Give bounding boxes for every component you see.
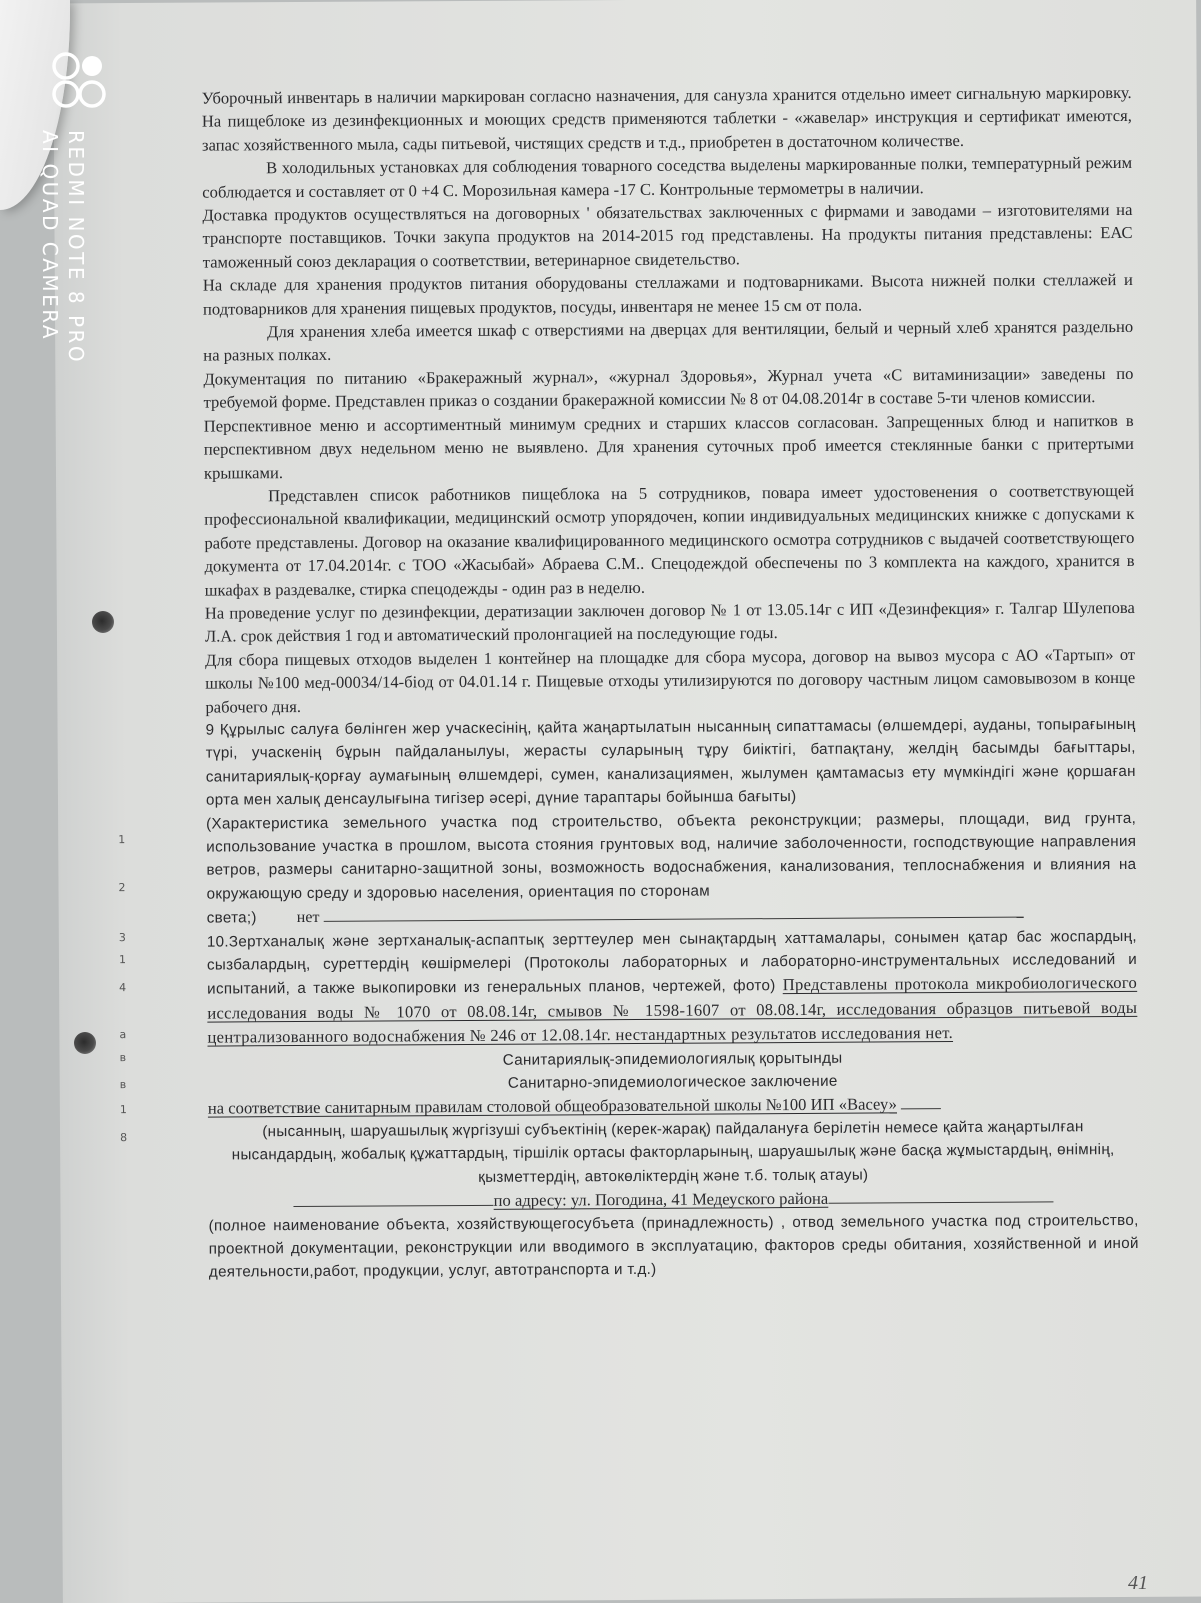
paragraph-delivery: Доставка продуктов осуществляться на договорных ' обязательствах заключенных с фирмами и заводами – изготовителями на транспорте поставщиков. Точки закупа продуктов на 2014-2015 год представлены. На продукты питания представлены: ЕАС таможенный союз декларация о соответствии, ветеринарное свидетельство. — [202, 199, 1133, 272]
conclusion-address: по адресу: ул. Погодина, 41 Медеуского района — [493, 1188, 829, 1210]
page-number: 41 — [1128, 1572, 1148, 1594]
document-body — [202, 81, 1139, 1284]
conclusion-ru-note: (полное наименование объекта, хозяйствующегосубъета (принадлежность) , отвод земельного участка под строительство, проектной документации, реконструкции или вводимого в эксплуатацию, факторов среды обитания, хозяйственной и иной деятельности,работ, продукции, услуг, автотранспорта и т.д.) — [208, 1211, 1139, 1281]
binder-hole — [74, 1032, 96, 1054]
binder-hole — [92, 611, 114, 633]
section9-value: нет — [296, 909, 320, 927]
paragraph-cleaning: Уборочный инвентарь в наличии маркирован согласно назначения, для санузла хранится отдельно имеет сигнальную маркировку. На пищеблоке из дезинфекционных и моющих средств применяются таблетки - «жавелар» инструкция и сертификат имеются, запас хозяйственного мыла, сады питьевой, чистящих средств и т.д., приобретен в достаточном количестве. — [201, 82, 1132, 155]
camera-watermark-text — [36, 130, 88, 364]
fill-line — [324, 903, 1024, 922]
section9-russian-end: света;) — [206, 909, 257, 927]
section9-russian: (Характеристика земельного участка под строительство, объекта реконструкции; размеры, площади, вид грунта, использование участка в прошлом, высота стояния грунтовых вод, наличие заболоченности, господствующие направления ветров, размеры санитарно-защитной зоны, возможность водоснабжения, канализования, теплоснабжения и влияния на окружающую среду и здоровью населения, ориентация по сторонам — [206, 809, 1137, 903]
conclusion-title-kz: Санитариялық-эпидемиологиялық қорытынды — [502, 1049, 843, 1069]
section10-value: Представлены протокола микробиологического исследования воды № 1070 от 08.08.14г, смывов № 1598-1607 от 08.08.14г, исследования образцов питьевой воды централизованного водоснабжения № 246 от 12.08.14г. нестандартных результатов исследования нет. — [207, 973, 1138, 1047]
paragraph-staff: Представлен список работников пищеблока на 5 сотрудников, повара имеет удостовенения о соответствующей профессиональной квалификации, медицинский осмотр упорядочен, копии индивидуальных медицинских книжке с допусками к работе представлены. Договор на оказание квалифицированного медицинского осмотра сотрудников с выдачей соответствующего документа от 17.04.2014г. с ТОО «Жасыбай» Абраева С.М.. Спецодеждой обеспечены по 3 комплекта на каждого, хранится в шкафах в раздевалке, стирка спецодежды - один раз в неделю. — [204, 480, 1135, 600]
camera-watermark — [38, 50, 116, 390]
paragraph-bread: Для хранения хлеба имеется шкаф с отверстиями на дверцах для вентиляции, белый и черный хлеб хранятся раздельно на разных полках. — [203, 316, 1134, 366]
section9-kazakh: 9 Құрылыс салуға бөлінген жер учаскесінің, қайта жаңартылатын нысанның сипаттамасы (өлшемдері, ауданы, топырағының түрі, учаскенің бұрын пайдаланылуы, жерасты суларының тұру биіктігі, батпақтану, желдің басымды бағыттары, санитариялық-қорғау аумағының өлшемдері, сумен, канализациямен, жылумен қамтамасыз ету мүмкіндігі және қоршаған орта мен халық денсаулығына тигізер әсері, дүние тараптары бойынша бағыты) — [205, 715, 1136, 809]
paragraph-documentation: Документация по питанию «Бракеражный журнал», «журнал Здоровья», Журнал учета «С витаминизации» заведены по требуемой форме. Представлен приказ о создании бракеражной комиссии № 8 от 04.08.2014г в составе 5-ти членов комиссии. — [203, 363, 1134, 412]
fill-line — [901, 1095, 941, 1110]
paragraph-disinfection: На проведение услуг по дезинфекции, дератизации заключен договор № 1 от 13.05.14г с ИП «Дезинфекция» г. Талгар Шулепова Л.А. срок действия 1 год и автоматический пролонгацией на последующие годы. — [204, 597, 1135, 646]
conclusion-kz-note: (нысанның, шаруашылық жүргізуші субъектінің (керек-жарақ) пайдалануға берілетін немесе қайта жаңартылған нысандардың, жобалық құжаттардың, тіршілік ортасы факторларының, шаруашылық және басқа жұмыстардың, өнімнің, қызметтердің, автокөліктердің және т.б. толық атауы) — [231, 1118, 1115, 1186]
paragraph-refrigeration: В холодильных установках для соблюдения товарного соседства выделены маркированные полки, температурный режим соблюдается и составляет от 0 +4 С. Морозильная камера -17 С. Контрольные термометры в наличии. — [202, 153, 1133, 202]
paragraph-waste: Для сбора пищевых отходов выделен 1 контейнер на площадке для сбора мусора, договор на вывоз мусора с АО «Тартып» от школы №100 мед-00034/14-біод от 04.01.14 г. Пищевые отходы утилизируются по договору частным лицом самовывозом в конце рабочего дня. — [205, 644, 1136, 717]
fill-line — [294, 1191, 494, 1207]
paragraph-storage: На складе для хранения продуктов питания оборудованы стеллажами и подтоварниками. Высота нижней полки стеллажей и подтоварников для хранения пищевых продуктов, посуды, инвентаря не менее 15 см от пола. — [202, 270, 1133, 319]
paragraph-menu: Перспективное меню и ассортиментный минимум средних и старших классов согласован. Запрещенных блюд и напитков в перспективном двух недельном меню не выявлено. Для хранения суточных проб имеется стеклянные банки с притертыми крышками. — [203, 410, 1134, 483]
watermark-line-2: AI QUAD CAMERA — [38, 130, 62, 342]
conclusion-title-ru: Санитарно-эпидемиологическое заключение — [507, 1072, 838, 1092]
conclusion-statement: на соответствие санитарным правилам столовой общеобразовательной школы №100 ИП «Васеу» — [207, 1094, 898, 1119]
watermark-line-1: REDMI NOTE 8 PRO — [64, 130, 88, 365]
camera-logo-icon — [48, 50, 108, 110]
fill-line — [828, 1188, 1053, 1204]
margin-marks: 1 2 3 1 4 a в в 1 8 — [118, 833, 128, 1145]
document-page — [53, 0, 1201, 1603]
section10-kazakh-text: 10.Зертханалық және зертханалық-аспаптық зерттеулер мен сынақтардың хаттамалары, сонымен қатар бас жоспардың, сызбалардың, суреттердің көшірмелері (Протоколы лабораторных и лабораторно-инструментальных исследований и испытаний, а также выкопировки из генеральных планов, чертежей, фото) — [206, 927, 1138, 999]
section10-kazakh — [207, 925, 1138, 1051]
